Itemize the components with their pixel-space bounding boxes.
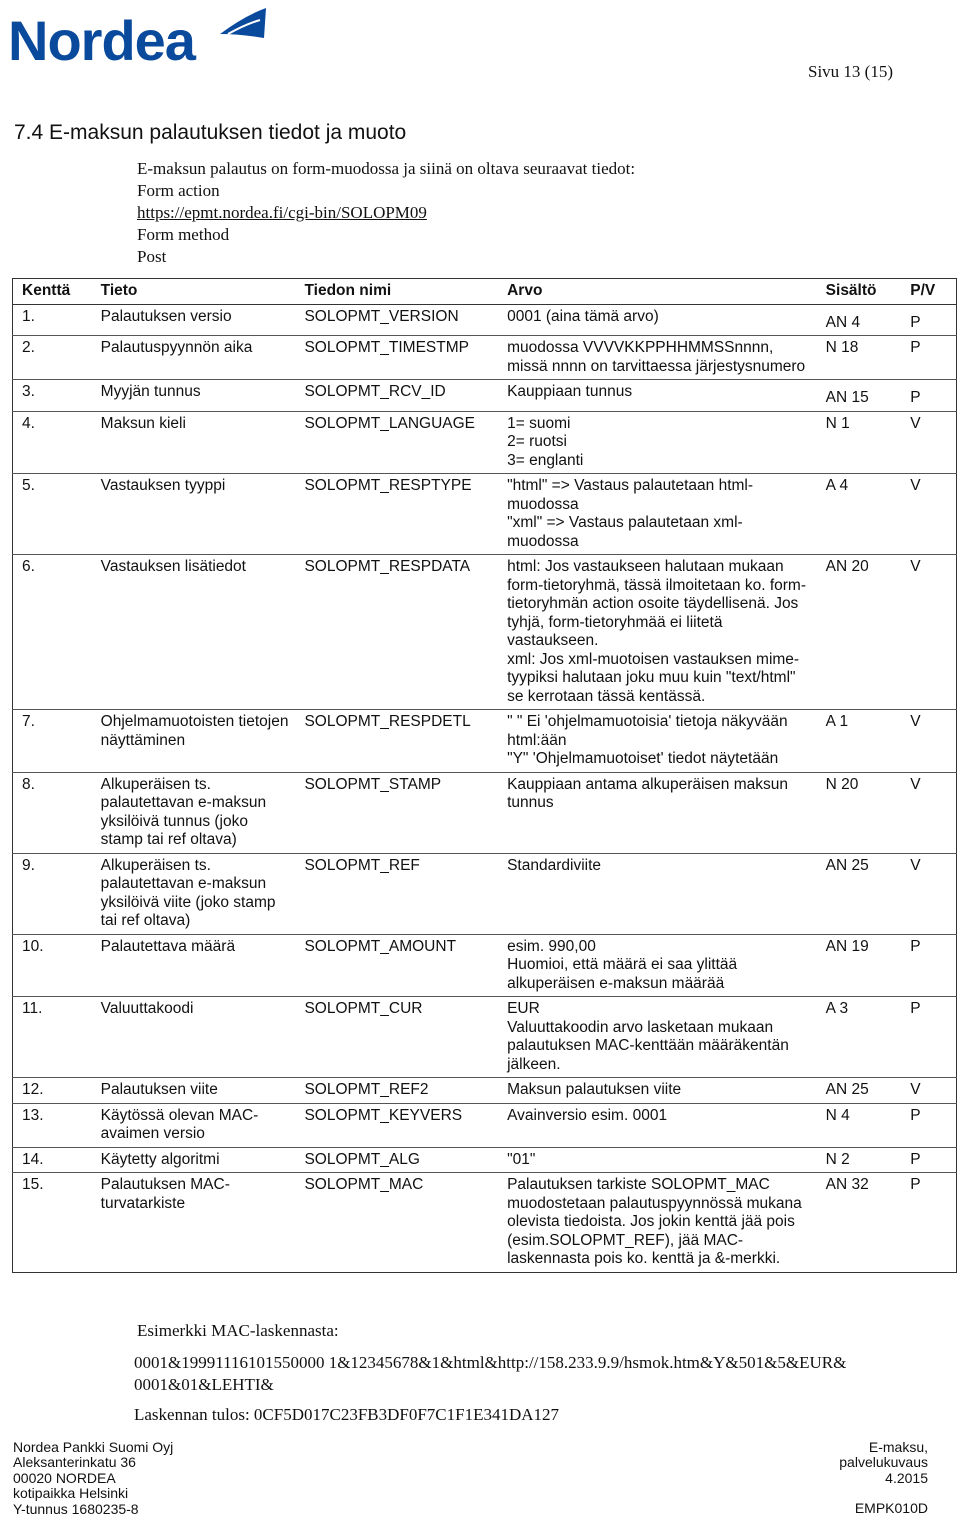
header-pv: P/V: [910, 282, 936, 299]
table-row: [13, 1173, 957, 1273]
field-name: SOLOPMT_MAC: [304, 1176, 424, 1193]
field-value: Maksun palautuksen viite: [507, 1081, 682, 1098]
field-value: Kauppiaan antama alkuperäisen maksun tunnus: [507, 775, 789, 811]
field-mandatory: P: [910, 313, 921, 331]
field-content-type: N 2: [825, 1150, 850, 1168]
field-value: muodossa VVVVKKPPHHMMSSnnnn, missä nnnn on tarvittaessa järjestysnumero: [507, 339, 806, 375]
page-number: Sivu 13 (15): [808, 62, 893, 81]
field-content-type: AN 32: [825, 1176, 869, 1193]
field-number: 14.: [22, 1150, 44, 1168]
field-description: Valuuttakoodi: [100, 1000, 194, 1017]
field-description: Vastauksen tyyppi: [100, 477, 226, 494]
field-number: 1.: [22, 307, 35, 325]
field-content-type: AN 15: [825, 389, 869, 406]
field-number: 4.: [22, 414, 35, 432]
table-row: [13, 772, 957, 853]
field-content-type: AN 19: [825, 937, 869, 955]
footer-line: 00020 NORDEA: [13, 1469, 116, 1486]
field-description: Alkuperäisen ts. palautettavan e-maksun yksilöivä viite (joko stamp tai ref oltava): [100, 856, 276, 929]
field-value: "01": [507, 1150, 536, 1168]
footer-doc-line: 4.2015: [885, 1469, 928, 1486]
table-row: [13, 997, 957, 1078]
field-mandatory: P: [910, 1106, 921, 1124]
field-number: 8.: [22, 775, 35, 793]
header-sisalto: Sisältö: [825, 282, 877, 299]
table-row: [13, 336, 957, 380]
table-row: [13, 1078, 957, 1104]
field-number: 9.: [22, 856, 35, 874]
field-mandatory: V: [910, 558, 921, 575]
field-description: Ohjelmamuotoisten tietojen näyttäminen: [100, 713, 289, 749]
field-name: SOLOPMT_RESPTYPE: [304, 477, 472, 494]
field-name: SOLOPMT_RESPDATA: [304, 558, 471, 575]
field-name: SOLOPMT_RCV_ID: [304, 383, 446, 400]
field-content-type: N 20: [825, 775, 859, 793]
field-mandatory: P: [910, 1176, 921, 1193]
field-content-type: AN 4: [825, 313, 861, 331]
footer-line: kotipaikka Helsinki: [13, 1485, 129, 1502]
form-action-url-link[interactable]: https://epmt.nordea.fi/cgi-bin/SOLOPM09: [137, 203, 427, 222]
field-number: 3.: [22, 383, 35, 400]
field-name: SOLOPMT_ALG: [304, 1150, 420, 1168]
field-mandatory: P: [910, 1000, 921, 1017]
header-kentta: Kenttä: [22, 282, 71, 299]
section-title: 7.4 E-maksun palautuksen tiedot ja muoto: [14, 121, 407, 144]
table-row: [13, 304, 957, 336]
field-number: 6.: [22, 558, 35, 575]
field-number: 12.: [22, 1081, 44, 1098]
field-number: 15.: [22, 1176, 44, 1193]
field-number: 2.: [22, 339, 35, 356]
nordea-logo-image: [8, 4, 270, 66]
table-row: [13, 1147, 957, 1173]
field-number: 11.: [22, 1000, 43, 1017]
field-name: SOLOPMT_LANGUAGE: [304, 414, 476, 432]
field-description: Palautuksen versio: [100, 307, 232, 325]
header-tiedon-nimi: Tiedon nimi: [304, 282, 392, 299]
footer-document-info: [839, 1440, 928, 1517]
footer-company-info: [13, 1440, 173, 1517]
form-method-label: Form method: [137, 225, 230, 244]
table-row: [13, 1103, 957, 1147]
field-mandatory: V: [910, 713, 921, 730]
field-description: Vastauksen lisätiedot: [100, 558, 246, 575]
header-tieto: Tieto: [100, 282, 138, 299]
field-number: 5.: [22, 477, 35, 494]
field-number: 7.: [22, 713, 35, 730]
field-value: Palautuksen tarkiste SOLOPMT_MAC muodostetaan palautuspyynnössä mukana olevista tiedoista. Jos jokin kenttä jää pois (esim.SOLOPMT_REF), jää MAC-laskennasta pois ko. kenttä ja &-merkki.: [507, 1176, 802, 1267]
field-description: Palautuksen viite: [100, 1081, 218, 1098]
form-action-label: Form action: [137, 181, 220, 200]
field-name: SOLOPMT_STAMP: [304, 775, 442, 793]
nordea-logo: [8, 4, 270, 71]
field-value: " " Ei 'ohjelmamuotoisia' tietoja näkyvään html:ään "Y" 'Ohjelmamuotoiset' tiedot näytetään: [507, 713, 788, 767]
field-mandatory: V: [910, 775, 921, 793]
intro-text: E-maksun palautus on form-muodossa ja siinä on oltava seuraavat tiedot:: [137, 159, 636, 178]
field-content-type: AN 25: [825, 856, 869, 874]
field-number: 13.: [22, 1106, 44, 1124]
field-value: Standardiviite: [507, 856, 602, 874]
field-name: SOLOPMT_CUR: [304, 1000, 423, 1017]
field-spec-table: [12, 278, 957, 1273]
intro: [137, 158, 635, 268]
footer-line: Y-tunnus 1680235-8: [13, 1500, 139, 1517]
field-name: SOLOPMT_REF2: [304, 1081, 429, 1098]
field-mandatory: P: [910, 937, 921, 955]
field-content-type: N 4: [825, 1106, 850, 1124]
field-mandatory: V: [910, 1081, 921, 1098]
table-row: [13, 853, 957, 934]
table-row: [13, 934, 957, 997]
field-description: Palautettava määrä: [100, 937, 236, 955]
field-name: SOLOPMT_KEYVERS: [304, 1106, 463, 1124]
example-mac-string: 0001&19991116101550000 1&12345678&1&html&http://158.233.9.9/hsmok.htm&Y&501&5&EUR& 0001&01&LEHTI&: [134, 1353, 847, 1394]
field-value: esim. 990,00 Huomioi, että määrä ei saa ylittää alkuperäisen e-maksun määrää: [507, 937, 738, 992]
field-mandatory: V: [910, 477, 921, 494]
example-label: Esimerkki MAC-laskennasta:: [137, 1321, 339, 1340]
field-mandatory: P: [910, 339, 921, 356]
field-value: Avainversio esim. 0001: [507, 1106, 668, 1124]
field-description: Käytössä olevan MAC-avaimen versio: [100, 1106, 259, 1142]
field-content-type: A 4: [825, 477, 849, 494]
field-name: SOLOPMT_AMOUNT: [304, 937, 457, 955]
field-description: Palautuksen MAC-turvatarkiste: [100, 1176, 230, 1212]
field-value: Kauppiaan tunnus: [507, 383, 633, 400]
field-content-type: A 1: [825, 713, 849, 730]
footer-line: Aleksanterinkatu 36: [13, 1454, 136, 1471]
table-row: [13, 710, 957, 773]
field-name: SOLOPMT_RESPDETL: [304, 713, 471, 730]
field-number: 10.: [22, 937, 44, 955]
field-name: SOLOPMT_REF: [304, 856, 420, 874]
field-content-type: N 1: [825, 414, 850, 432]
field-mandatory: P: [910, 389, 921, 406]
field-mandatory: V: [910, 414, 921, 432]
field-value: "html" => Vastaus palautetaan html-muodossa "xml" => Vastaus palautetaan xml-muodossa: [507, 477, 754, 550]
field-description: Myyjän tunnus: [100, 383, 201, 400]
field-content-type: AN 20: [825, 558, 869, 575]
field-content-type: A 3: [825, 1000, 849, 1017]
field-description: Palautuspyynnön aika: [100, 339, 253, 356]
field-value: html: Jos vastaukseen halutaan mukaan form-tietoryhmä, tässä ilmoitetaan ko. form-tietoryhmän action osoite täydellisenä. Jos tyhjä, form-tietoryhmää ei liitetä vastaukseen. xml: Jos xml-muotoisen vastauksen mime-tyypiksi halutaan joku muu kuin "text/html" se kerrotaan tässä kentässä.: [507, 558, 806, 705]
field-value: 1= suomi 2= ruotsi 3= englanti: [507, 414, 584, 469]
form-method-value: Post: [137, 247, 167, 266]
field-content-type: N 18: [825, 339, 859, 356]
field-value: EUR Valuuttakoodin arvo lasketaan mukaan palautuksen MAC-kenttään määräkentän jälkeen.: [507, 1000, 789, 1073]
field-value: 0001 (aina tämä arvo): [507, 307, 659, 325]
header-arvo: Arvo: [507, 282, 543, 299]
field-description: Maksun kieli: [100, 414, 186, 432]
footer-doc-line: E-maksu,: [868, 1439, 928, 1455]
field-description: Käytetty algoritmi: [100, 1150, 220, 1168]
field-name: SOLOPMT_VERSION: [304, 307, 459, 325]
footer-line: Nordea Pankki Suomi Oyj: [13, 1439, 174, 1455]
footer-doc-code: EMPK010D: [854, 1500, 928, 1517]
field-mandatory: P: [910, 1150, 921, 1168]
table-row: [13, 411, 957, 474]
table-row: [13, 555, 957, 710]
field-mandatory: V: [910, 856, 921, 874]
svg-text:Nordea: Nordea: [8, 9, 195, 66]
table-row: [13, 474, 957, 555]
footer-doc-line: palvelukuvaus: [839, 1454, 928, 1471]
field-description: Alkuperäisen ts. palautettavan e-maksun yksilöivä tunnus (joko stamp tai ref oltava): [100, 775, 267, 848]
field-name: SOLOPMT_TIMESTMP: [304, 339, 469, 356]
field-content-type: AN 25: [825, 1081, 869, 1098]
table-header-row: [13, 279, 957, 305]
example-result: Laskennan tulos: 0CF5D017C23FB3DF0F7C1F1E341DA127: [134, 1405, 560, 1424]
table-row: [13, 380, 957, 412]
